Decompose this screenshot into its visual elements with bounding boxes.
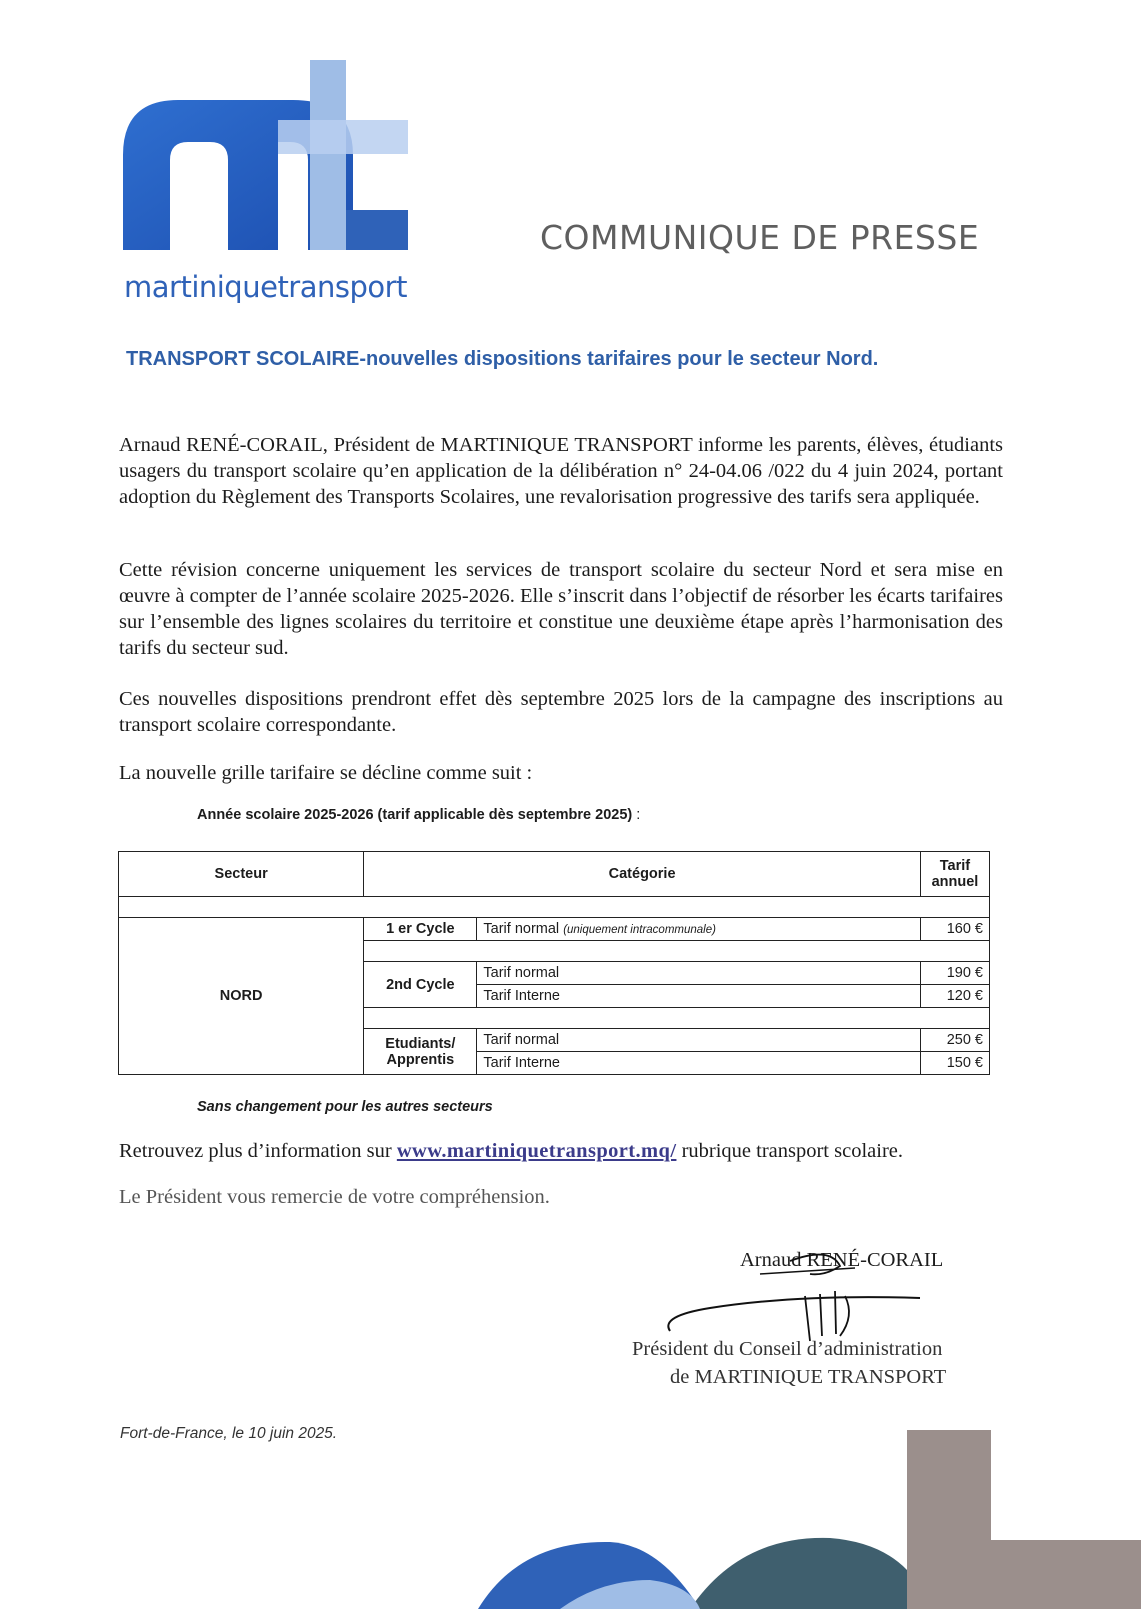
tarif-table — [118, 851, 990, 1075]
signatory-name: Arnaud RENÉ-CORAIL — [740, 1249, 944, 1271]
thanks-line: Le Président vous remercie de votre compréhension. — [119, 1186, 550, 1208]
spacer-row — [119, 897, 990, 918]
price-cell: 160 € — [920, 918, 989, 941]
cycle-cell: 1 er Cycle — [364, 918, 477, 941]
table-caption: Année scolaire 2025-2026 (tarif applicable dès septembre 2025) : — [197, 807, 641, 823]
table-row — [119, 918, 990, 941]
logo-wordmark: martiniquetransport — [124, 270, 407, 304]
info-line: Retrouvez plus d’information sur www.martiniquetransport.mq/ rubrique transport scolaire. — [119, 1140, 903, 1162]
footer-logo-decoration — [0, 1430, 1141, 1609]
signatory-organization: de MARTINIQUE TRANSPORT — [670, 1366, 947, 1388]
header-categorie: Catégorie — [364, 852, 921, 897]
paragraph-grid-intro: La nouvelle grille tarifaire se décline comme suit : — [119, 762, 533, 784]
category-cell: Tarif Interne — [477, 985, 921, 1008]
price-cell: 190 € — [920, 962, 989, 985]
secteur-cell: NORD — [119, 918, 364, 1075]
price-cell: 120 € — [920, 985, 989, 1008]
header-tarif: Tarif annuel — [920, 852, 989, 897]
table-header-row — [119, 852, 990, 897]
signatory-role: Président du Conseil d’administration — [632, 1338, 943, 1360]
subject-heading: TRANSPORT SCOLAIRE-nouvelles dispositions tarifaires pour le secteur Nord. — [126, 348, 879, 370]
cycle-cell: 2nd Cycle — [364, 962, 477, 1008]
website-link[interactable]: www.martiniquetransport.mq/ — [396, 1140, 677, 1162]
place-date: Fort-de-France, le 10 juin 2025. — [120, 1425, 338, 1442]
paragraph-effect: Ces nouvelles dispositions prendront effet dès septembre 2025 lors de la campagne des inscriptions au transport scolaire correspondante. — [119, 688, 1003, 736]
press-release-title: COMMUNIQUE DE PRESSE — [540, 218, 980, 257]
table-note: Sans changement pour les autres secteurs — [197, 1099, 493, 1115]
price-cell: 250 € — [920, 1029, 989, 1052]
header-secteur: Secteur — [119, 852, 364, 897]
cycle-cell: Etudiants/ Apprentis — [364, 1029, 477, 1075]
price-cell: 150 € — [920, 1052, 989, 1075]
paragraph-revision: Cette révision concerne uniquement les services de transport scolaire du secteur Nord et sera mise en œuvre à compter de l’année scolaire 2025-2026. Elle s’inscrit dans l’objectif de résorber les écarts tarifaires sur l’ensemble des lignes scolaires du territoire et constitue une deuxième étape après l’harmonisation des tarifs du secteur sud. — [119, 559, 1003, 659]
category-cell: Tarif normal (uniquement intracommunale) — [477, 918, 921, 941]
category-cell: Tarif Interne — [477, 1052, 921, 1075]
paragraph-intro: Arnaud RENÉ-CORAIL, Président de MARTINIQUE TRANSPORT informe les parents, élèves, étudiants usagers du transport scolaire qu’en application de la délibération n° 24-04.06 /022 du 4 juin 2024, portant adoption du Règlement des Transports Scolaires, une revalorisation progressive des tarifs sera appliquée. — [119, 434, 1003, 508]
category-cell: Tarif normal — [477, 962, 921, 985]
category-cell: Tarif normal — [477, 1029, 921, 1052]
